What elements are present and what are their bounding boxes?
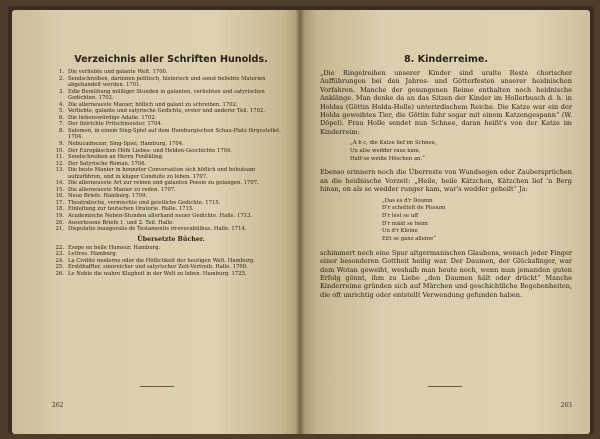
item-text: Theatralische, vermischte und geistliche Gedichte. 1715.	[68, 199, 221, 206]
item-text: Einleitung zur teutschen Oratorie. Halle. 1715.	[68, 206, 194, 213]
paragraph-2: Ebenso erinnern noch die Überreste von Wundsegen oder Zaubersprüchen an die heidnische Vorzeit: „Heile, heile Kätzchen, Kätzchen lief 'n Berg hinan, on als se wedder runger kam, war's wedder geheilt“ Ja:	[320, 168, 572, 194]
left-footer-rule	[140, 386, 174, 387]
right-page-title: 8. Kinderreime.	[404, 54, 488, 65]
item-number: 4.	[58, 101, 64, 108]
item-number: 10.	[55, 147, 64, 154]
item-number: 6.	[58, 114, 64, 121]
verse-2	[382, 198, 572, 244]
item-number: 2.	[58, 75, 64, 82]
paragraph-1: „Die Ringelreihen unserer Kinder sind uralte Reste chorischer Aufführungen bei den Jahres- und Götterfesten unserer heidnischen Vorfahren. Manche der gesungenen Reime enthalten noch heidnische Anklänge. Man denke da an das Sitzen der Kinder im Hollerbusch d. h. in Holdas (Göttin Holda-Holle) unterirdischem Reiche. Die Katze war ein der Holda geweihtes Tier, die Göttin fuhr sogar mit einem Katzengespann“ (W. Döpel). Frau Holle sendet nun Schnee, daran heißt's von der Katze im Kinderreim:	[320, 69, 572, 136]
item-text: Neue Briefe. Hamburg. 1709.	[68, 193, 148, 200]
item-number: 20.	[55, 219, 64, 226]
item-number: 21.	[55, 226, 64, 233]
works-list	[52, 69, 290, 233]
verse-line: D'r schettelt de Plooum	[382, 205, 446, 212]
item-number: 3.	[58, 88, 64, 95]
item-number: 11.	[55, 154, 64, 161]
item-number: 15.	[55, 186, 64, 193]
right-page-text	[320, 54, 572, 299]
item-text: Die allerneueste Manier, höflich und galant zu schreiben. 1702.	[68, 101, 238, 108]
item-number: 7.	[58, 121, 64, 128]
item-number: 22.	[55, 244, 64, 251]
item-number: 13.	[55, 167, 64, 174]
item-text: Lettres. Hamburg.	[68, 251, 118, 258]
list-item	[52, 89, 290, 102]
left-page-text	[52, 54, 290, 277]
item-number: 25.	[55, 264, 64, 271]
item-text: Der Europäischen Höfe Liebes- und Helden-Geschichte 1704.	[68, 147, 233, 154]
verse-line: „A b c, die Katze lief im Schnee,	[350, 140, 437, 147]
item-text: Erstöhaffter, sinnreicher und satyrischer Zeit-Vertreib. Halle. 1709.	[68, 264, 248, 271]
item-number: 1.	[58, 69, 64, 75]
verse-line: Hatt'se weiße Höschen an.“	[350, 155, 425, 162]
item-number: 18.	[55, 206, 64, 213]
item-number: 12.	[55, 160, 64, 167]
list-item	[52, 167, 290, 180]
list-item	[52, 128, 290, 141]
item-number: 9.	[58, 141, 64, 148]
verse-line: Eßt se ganz alleine“	[382, 236, 436, 243]
item-number: 24.	[55, 257, 64, 264]
left-page-title: Verzeichnis aller Schriften Hunolds.	[74, 54, 268, 65]
item-text: Verliebte, galante und satyrische Gedichte, erster und anderer Teil. 1702.	[68, 108, 265, 115]
list-item	[52, 271, 290, 278]
item-text: Le Noble die wahre Klugheit in der Welt zu leben. Hamburg. 1725.	[68, 270, 247, 277]
item-text: Nebucadnezar, Sing-Spiel, Hamburg. 1704.	[68, 141, 184, 148]
verse-line: Un alse wedder raus kam,	[350, 147, 421, 154]
item-text: Sendschreiben, darinnen politisch, historisch und sonst beliebte Materien abgehandelt werden. 1701.	[68, 75, 266, 89]
left-page-number: 262	[52, 402, 64, 409]
item-number: 23.	[55, 251, 64, 258]
item-text: Die beste Manier in honneter Conversation sich höflich und behutsam aufzuführen, und in kluger Conduite zu leben. 1707.	[68, 167, 256, 180]
translated-books-heading: Übersetzte Bücher.	[137, 235, 205, 243]
item-number: 5.	[58, 108, 64, 115]
translated-list	[52, 245, 290, 278]
verse-line: „Das es d'r Doumn	[382, 197, 433, 204]
item-text: Die allerneueste Art zur reinen und galanten Poesie zu gelangen. 1707.	[68, 180, 259, 187]
right-footer-rule	[428, 386, 462, 387]
item-text: Der Satyrische Roman. 1706.	[68, 160, 147, 167]
paragraph-3: schimmert noch eine Spur altgermanischen Glaubens, wonach jeder Finger einer besonderen Gottheit heilig war. Der Daumen, der Glücksfinger, war dem Wotan geweiht, weshalb man heute noch, wenn man jemanden guten Erfolg gönnt, ihm zu Liebe „den Daumen hält oder drückt“ Manche Kinderreime gründen sich auf Märchen und geschichtliche Begebenheiten, die oft unrichtig oder entstellt Verwendung gefunden haben.	[320, 248, 572, 299]
left-page	[12, 10, 300, 434]
item-number: 19.	[55, 213, 64, 220]
verse-line: D'r lest se uff	[382, 212, 418, 219]
item-number: 14.	[55, 180, 64, 187]
verse-line: Un d'r Kleine	[382, 228, 418, 235]
item-text: Auserlesene Briefe 1. und 2. Teil. Halle.	[68, 219, 174, 226]
item-text: Die liebenswürdige Adalie. 1702.	[68, 114, 157, 121]
item-text: Die verliebte und galante Welt. 1700.	[68, 69, 168, 75]
open-book	[8, 6, 594, 434]
item-text: La Civilité moderne oder die Höflichkeit der heutigen Welt. Hamburg.	[68, 257, 255, 264]
item-text: Academische Neben-Stunden allerhand neuer Gedichte. Halle. 1713.	[68, 213, 253, 220]
right-page-number: 263	[560, 402, 572, 409]
item-number: 26.	[55, 270, 64, 277]
verse-line: D'r määt se heim	[382, 220, 428, 227]
item-text: Die allerneueste Manier zu reden. 1707.	[68, 186, 176, 193]
item-number: 8.	[58, 127, 64, 134]
item-text: Esope en belle Humeur. Hamburg.	[68, 244, 161, 251]
book-gutter	[296, 10, 304, 434]
verse-1	[350, 140, 572, 163]
right-page	[300, 10, 590, 434]
item-text: Salomon, in einem Sing-Spiel auf dem Hamburgischen Schau-Platz fürgestellet. 1704.	[68, 127, 281, 141]
item-text: Der thörichte Pritschmeister. 1704.	[68, 121, 163, 128]
item-number: 17.	[55, 199, 64, 206]
item-text: Sendschreiben an Herrn Fenßkling.	[68, 154, 164, 161]
item-text: Disputatio inauguralis de Testamentis irrevocabilibus. Halle. 1714.	[68, 226, 247, 233]
item-number: 16.	[55, 193, 64, 200]
list-item	[52, 226, 290, 233]
item-text: Edle Bemühung müßiger Stunden in galanten, verliebten und satyrischen Gedichten. 1702.	[68, 88, 265, 102]
list-item	[52, 76, 290, 89]
